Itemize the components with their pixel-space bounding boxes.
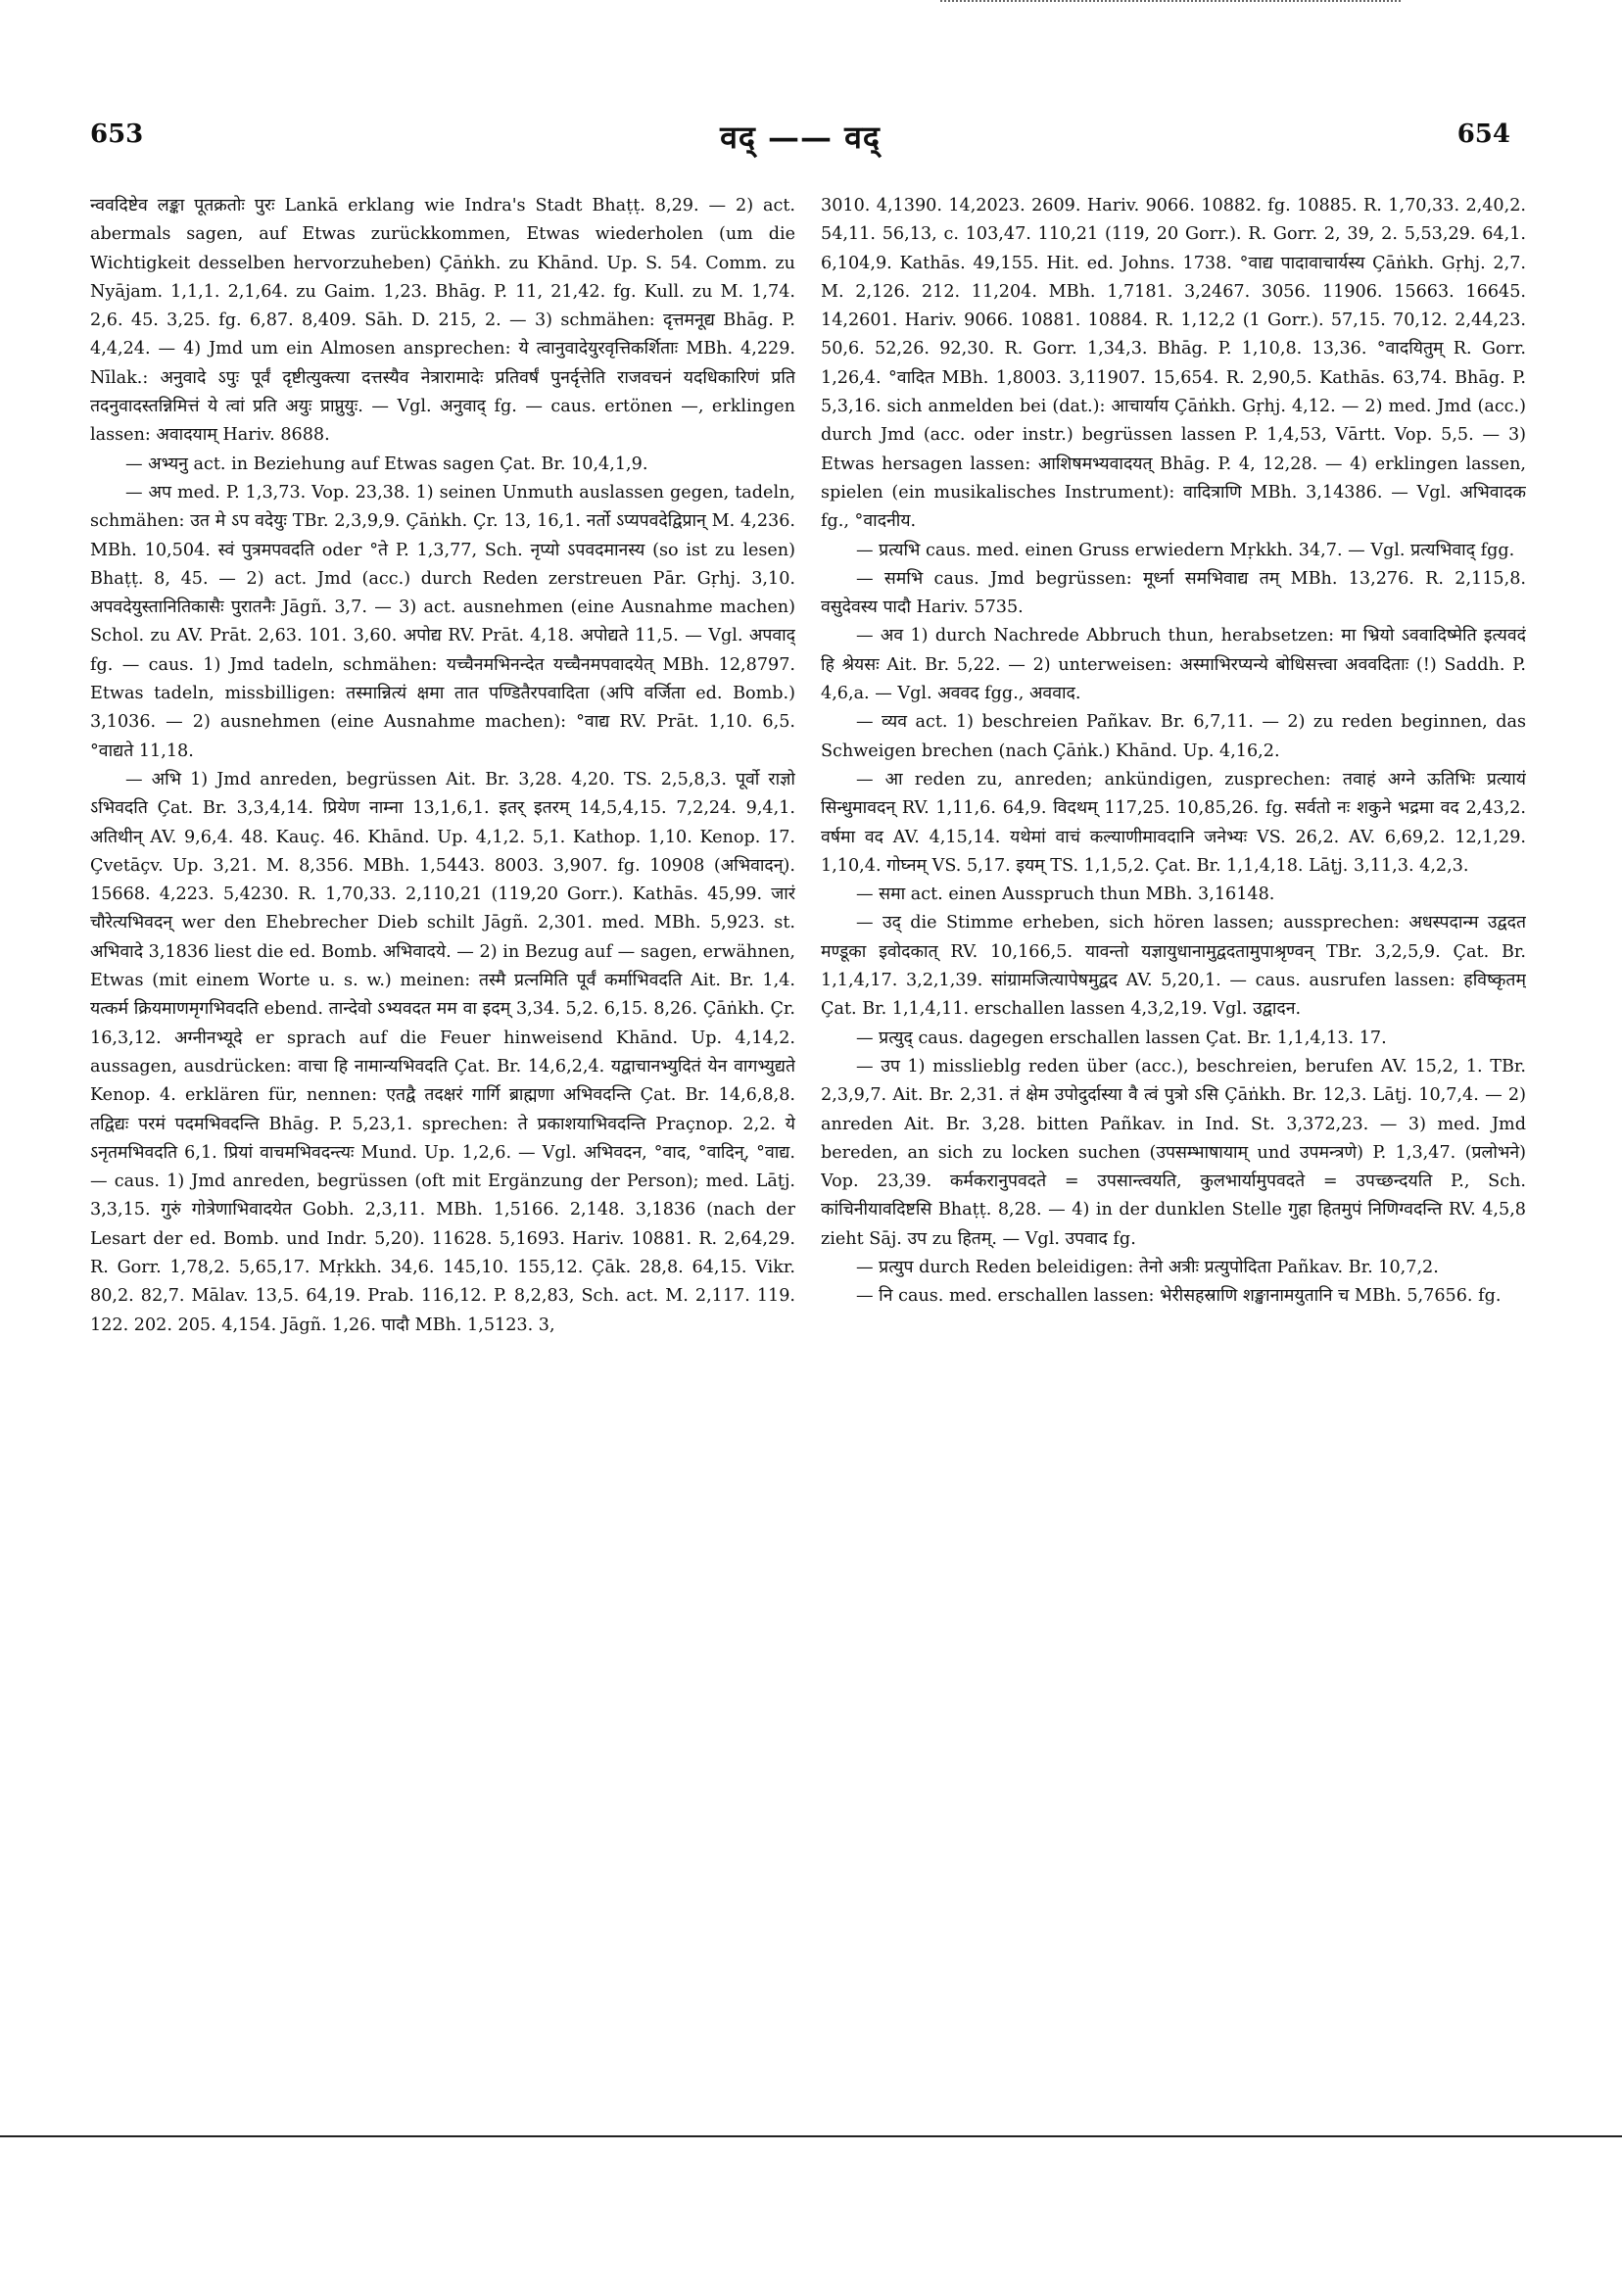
- entry-paragraph: — प्रत्युप durch Reden beleidigen: तेनो अत्रीः प्रत्युपोदिता Pañkav. Br. 10,7,2.: [856, 1257, 1439, 1277]
- entry-paragraph: — व्यव act. 1) beschreien Pañkav. Br. 6,7,11. — 2) zu reden beginnen, das Schweigen brechen (nach Çāṅk.) Khānd. Up. 4,16,2.: [821, 712, 1526, 761]
- page-number-left: 653: [90, 120, 144, 149]
- entry-paragraph: — उप 1) misslieblg reden über (acc.), beschreien, berufen AV. 15,2, 1. TBr. 2,3,9,7. Ait. Br. 2,31. तं क्षेम उपोदुर्दास्या वै त्वं पुत्रो ऽसि Çāṅkh. Br. 12,3. Lāṭj. 10,7,4. — 2) anreden Ait. Br. 3,28. bitten Pañkav. in Ind. St. 3,372,23. — 3) med. Jmd bereden, an sich zu locken suchen (उपसम्भाषायाम् und उपमन्त्रणे) P. 1,3,47. (प्रलोभने) Vop. 23,39. कर्मकरानुपवदते = उपसान्त्वयति, कुलभार्यामुपवदते = उपच्छन्दयति P., Sch. कांचिनीयावदिष्टसि Bhaṭṭ. 8,28. — 4) in der dunklen Stelle गुहा हितमुपं निणिग्वदन्ति RV. 4,5,8 zieht Sāj. उप zu हितम्. — Vgl. उपवाद fg.: [821, 1056, 1526, 1249]
- entry-paragraph: 3010. 4,1390. 14,2023. 2609. Hariv. 9066. 10882. fg. 10885. R. 1,70,33. 2,40,2. 54,11. 56,13, c. 103,47. 110,21 (119, 20 Gorr.). R. Gorr. 2, 39, 2. 5,53,29. 64,1. 6,104,9. Kathās. 49,155. Hit. ed. Johns. 1738. °वाद्य पादावाचार्यस्य Çāṅkh. Gṛhj. 2,7. M. 2,126. 212. 11,204. MBh. 1,7181. 3,2467. 3056. 11906. 15663. 16645. 14,2601. Hariv. 9066. 10881. 10884. R. 1,12,2 (1 Gorr.). 57,15. 70,12. 2,44,23. 50,6. 52,26. 92,30. R. Gorr. 1,34,3. Bhāg. P. 1,10,8. 13,36. °वादयितुम् R. Gorr. 1,26,4. °वादित MBh. 1,8003. 3,11907. 15,654. R. 2,90,5. Kathās. 63,74. Bhāg. P. 5,3,16. sich anmelden bei (dat.): आचार्याय Çāṅkh. Gṛhj. 4,12. — 2) med. Jmd (acc.) durch Jmd (acc. oder instr.) begrüssen lassen P. 1,4,53, Vārtt. Vop. 5,5. — 3) Etwas hersagen lassen: आशिषमभ्यवादयत् Bhāg. P. 4, 12,28. — 4) erklingen lassen, spielen (ein musikalisches Instrument): वादित्राणि MBh. 3,14386. — Vgl. अभिवादक fg., °वादनीय.: [821, 196, 1526, 532]
- entry-paragraph: — प्रत्यभि caus. med. einen Gruss erwiedern Mṛkkh. 34,7. — Vgl. प्रत्यभिवाद् fgg.: [856, 540, 1515, 560]
- entry-paragraph: — नि caus. med. erschallen lassen: भेरीसहस्राणि शङ्खानामयुतानि च MBh. 5,7656. fg.: [856, 1286, 1502, 1307]
- right-column: [821, 192, 1526, 2092]
- left-column: [90, 192, 795, 2092]
- entry-paragraph: — समभि caus. Jmd begrüssen: मूर्ध्ना समभिवाद्य तम् MBh. 13,276. R. 2,115,8. वसुदेवस्य पादौ Hariv. 5735.: [821, 568, 1526, 618]
- entry-paragraph: — अभि 1) Jmd anreden, begrüssen Ait. Br. 3,28. 4,20. TS. 2,5,8,3. पूर्वो राज्ञो ऽभिवदति Çat. Br. 3,3,4,14. प्रियेण नाम्ना 13,1,6,1. इतर् इतरम् 14,5,4,15. 7,2,24. 9,4,1. अतिथीन् AV. 9,6,4. 48. Kauç. 46. Khānd. Up. 4,1,2. 5,1. Kathop. 1,10. Kenop. 17. Çvetāçv. Up. 3,21. M. 8,356. MBh. 1,5443. 8003. 3,907. fg. 10908 (अभिवादन्). 15668. 4,223. 5,4230. R. 1,70,33. 2,110,21 (119,20 Gorr.). Kathās. 45,99. जारं चौरेत्यभिवदन् wer den Ehebrecher Dieb schilt Jāgñ. 2,301. med. MBh. 5,923. st. अभिवादे 3,1836 liest die ed. Bomb. अभिवादये. — 2) in Bezug auf — sagen, erwähnen, Etwas (mit einem Worte u. s. w.) meinen: तस्मै प्रत्नमिति पूर्वं कर्माभिवदति Ait. Br. 1,4. यत्कर्म क्रियमाणमृगभिवदति ebend. तान्देवो ऽभ्यवदत मम वा इदम् 3,34. 5,2. 6,15. 8,26. Çāṅkh. Çr. 16,3,12. अग्नीनभ्यूदे er sprach auf die Feuer hinweisend Khānd. Up. 4,14,2. aussagen, ausdrücken: वाचा हि नामान्यभिवदति Çat. Br. 14,6,2,4. यद्वाचानभ्युदितं येन वागभ्युद्यते Kenop. 4. erklären für, nennen: एतद्वै तदक्षरं गार्गि ब्राह्मणा अभिवदन्ति Çat. Br. 14,6,8,8. तद्विद्यः परमं पदमभिवदन्ति Bhāg. P. 5,23,1. sprechen: ते प्रकाशयाभिवदन्ति Praçnop. 2,2. ये ऽनृतमभिवदति 6,1. प्रियां वाचमभिवदन्त्यः Mund. Up. 1,2,6. — Vgl. अभिवदन, °वाद, °वादिन्, °वाद्य. — caus. 1) Jmd anreden, begrüssen (oft mit Ergänzung der Person); med. Lāṭj. 3,3,15. गुरुं गोत्रेणाभिवादयेत Gobh. 2,3,11. MBh. 1,5166. 2,148. 3,1836 (nach der Lesart der ed. Bomb. und Indr. 5,20). 11628. 5,1693. Hariv. 10881. R. 2,64,29. R. Gorr. 1,78,2. 5,65,17. Mṛkkh. 34,6. 145,10. 155,12. Çāk. 28,8. 64,15. Vikr. 80,2. 82,7. Mālav. 13,5. 64,19. Prab. 116,12. P. 8,2,83, Sch. act. M. 2,117. 119. 122. 202. 205. 4,154. Jāgñ. 1,26. पादौ MBh. 1,5123. 3,: [90, 769, 795, 1335]
- entry-paragraph: — अभ्यनु act. in Beziehung auf Etwas sagen Çat. Br. 10,4,1,9.: [125, 454, 648, 474]
- bottom-rule: [0, 2135, 1622, 2137]
- entry-paragraph: — आ reden zu, anreden; ankündigen, zusprechen: तवाहं अग्ने ऊतिभिः प्रत्यायं सिन्धुमावदन् RV. 1,11,6. 64,9. विदथम् 117,25. 10,85,26. fg. सर्वतो नः शकुने भद्रमा वद 2,43,2. वर्षमा वद AV. 4,15,14. यथेमां वाचं कल्याणीमावदानि जनेभ्यः VS. 26,2. AV. 6,69,2. 12,1,29. 1,10,4. गोघ्नम् VS. 5,17. इयम् TS. 1,1,5,2. Çat. Br. 1,1,4,18. Lāṭj. 3,11,3. 4,2,3.: [821, 769, 1526, 876]
- scan-edge-mark: [940, 0, 1401, 8]
- entry-paragraph: — अव 1) durch Nachrede Abbruch thun, herabsetzen: मा भ्रियो ऽववादिष्मेति इत्यवदं हि श्रेयसः Ait. Br. 5,22. — 2) unterweisen: अस्माभिरप्यन्ये बोधिसत्त्वा अववदिताः (!) Saddh. P. 4,6,a. — Vgl. अववद fgg., अववाद.: [821, 626, 1526, 704]
- page-number-right: 654: [1456, 120, 1510, 149]
- entry-paragraph: न्ववदिष्टेव लङ्का पूतक्रतोः पुरः Lankā erklang wie Indra's Stadt Bhaṭṭ. 8,29. — 2) act. abermals sagen, auf Etwas zurückkommen, Etwas wiederholen (um die Wichtigkeit desselben hervorzuheben) Çāṅkh. zu Khānd. Up. S. 54. Comm. zu Nyājam. 1,1,1. 2,1,64. zu Gaim. 1,23. Bhāg. P. 11, 21,42. fg. Kull. zu M. 1,74. 2,6. 45. 3,25. fg. 6,87. 8,409. Sāh. D. 215, 2. — 3) schmähen: दृत्तमनूद्य Bhāg. P. 4,4,24. — 4) Jmd um ein Almosen ansprechen: ये त्वानुवादेयुरवृत्तिकर्शिताः MBh. 4,229. Nīlak.: अनुवादे ऽपुः पूर्वं दृष्टीत्युक्त्या दत्तस्यैव नेत्रारामादेः प्रतिवर्षं पुनर्दृत्तेति राजवचनं यदधिकारिणं प्रति तदनुवादस्तन्निमित्तं ये त्वां प्रति अयुः प्राप्नुयुः. — Vgl. अनुवाद् fg. — caus. ertönen —, erklingen lassen: अवादयाम् Hariv. 8688.: [90, 196, 795, 446]
- entry-paragraph: — अप med. P. 1,3,73. Vop. 23,38. 1) seinen Unmuth auslassen gegen, tadeln, schmähen: उत मे ऽप वदेयुः TBr. 2,3,9,9. Çāṅkh. Çr. 13, 16,1. नर्तो ऽप्यपवदेद्विप्रान् M. 4,236. MBh. 10,504. स्वं पुत्रमपवदति oder °ते P. 1,3,77, Sch. नृप्यो ऽपवदमानस्य (so ist zu lesen) Bhaṭṭ. 8, 45. — 2) act. Jmd (acc.) durch Reden zerstreuen Pār. Gṛhj. 3,10. अपवदेयुस्तानितिकासैः पुरातनैः Jāgñ. 3,7. — 3) act. ausnehmen (eine Ausnahme machen) Schol. zu AV. Prāt. 2,63. 101. 3,60. अपोद्य RV. Prāt. 4,18. अपोद्यते 11,5. — Vgl. अपवाद् fg. — caus. 1) Jmd tadeln, schmähen: यच्चैनमभिनन्देत यच्चैनमपवादयेत् MBh. 12,8797. Etwas tadeln, missbilligen: तस्मान्नित्यं क्षमा तात पण्डितैरपवादिता (अपि वर्जिता ed. Bomb.) 3,1036. — 2) ausnehmen (eine Ausnahme machen): °वाद्य RV. Prāt. 1,10. 6,5. °वाद्यते 11,18.: [90, 482, 795, 761]
- running-head: वद् —— वद्: [720, 119, 881, 156]
- entry-paragraph: — समा act. einen Ausspruch thun MBh. 3,16148.: [856, 885, 1275, 905]
- entry-paragraph: — प्रत्युद् caus. dagegen erschallen lassen Çat. Br. 1,1,4,13. 17.: [856, 1028, 1387, 1048]
- page-header: [90, 120, 1510, 159]
- entry-paragraph: — उद् die Stimme erheben, sich hören lassen; aussprechen: अधस्पदान्म उद्वदत मण्डूका इवोदकात् RV. 10,166,5. यावन्तो यज्ञायुधानामुद्वदतामुपाश्रृण्वन् TBr. 3,2,5,9. Çat. Br. 1,1,4,17. 3,2,1,39. सांग्रामजित्यापेषमुद्वद AV. 5,20,1. — caus. ausrufen lassen: हविष्कृतम् Çat. Br. 1,1,4,11. erschallen lassen 4,3,2,19. Vgl. उद्वादन.: [821, 913, 1526, 1020]
